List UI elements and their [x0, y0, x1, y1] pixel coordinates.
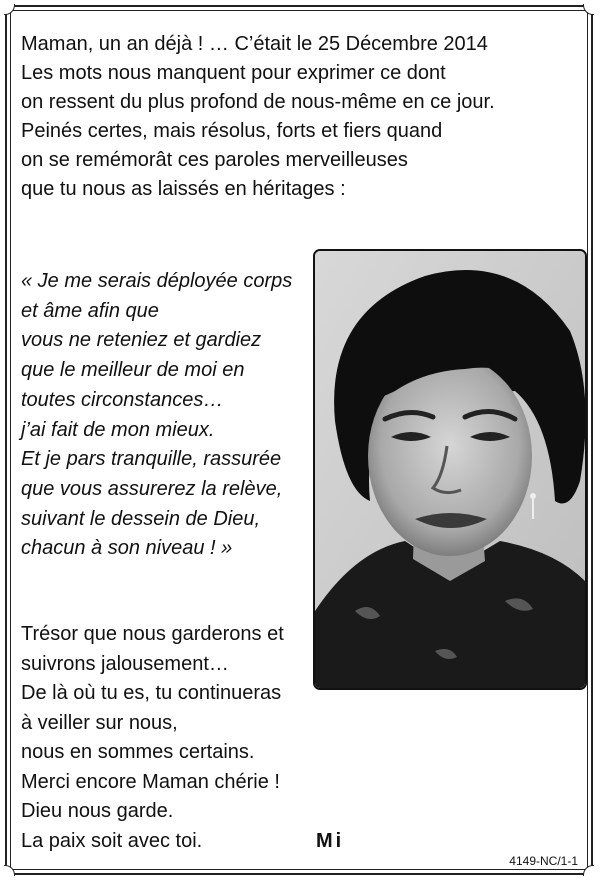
closing-line: Trésor que nous garderons et — [21, 623, 284, 645]
closing-line: à veiller sur nous, — [21, 711, 178, 734]
closing-line: suivrons jalousement… — [21, 652, 229, 675]
poem-line: vous ne reteniez et gardiez — [21, 329, 262, 352]
closing-text — [21, 620, 284, 856]
intro-line: on se remémorât ces paroles merveilleuses — [21, 149, 408, 171]
closing-line: La paix soit avec toi. — [21, 829, 203, 852]
quote-poem — [21, 267, 292, 564]
poem-line: « Je me serais déployée corps — [21, 270, 293, 292]
poem-line: et âme afin que — [21, 299, 159, 322]
closing-line: Merci encore Maman chérie ! — [21, 770, 280, 793]
signature: Mi — [316, 830, 345, 852]
poem-line: chacun à son niveau ! » — [21, 537, 233, 560]
intro-line: que tu nous as laissés en héritages : — [21, 178, 346, 200]
intro-line: on ressent du plus profond de nous-même en ce jour. — [21, 91, 495, 113]
portrait-photo — [313, 249, 587, 690]
closing-line: De là où tu es, tu continueras — [21, 682, 282, 704]
poem-line: j’ai fait de mon mieux. — [21, 418, 215, 441]
closing-line: Dieu nous garde. — [21, 800, 174, 822]
closing-line: nous en sommes certains. — [21, 741, 255, 763]
poem-line: suivant le dessein de Dieu, — [21, 507, 261, 530]
poem-line: que vous assurerez la relève, — [21, 477, 283, 500]
intro-line: Peinés certes, mais résolus, forts et fiers quand — [21, 120, 443, 142]
intro-line: Les mots nous manquent pour exprimer ce dont — [21, 62, 446, 84]
poem-line: que le meilleur de moi en — [21, 359, 245, 382]
poem-line: toutes circonstances… — [21, 388, 224, 411]
intro-line: Maman, un an déjà ! … C’était le 25 Décembre 2014 — [21, 33, 488, 55]
poem-line: Et je pars tranquille, rassurée — [21, 448, 282, 471]
intro-text — [21, 30, 495, 204]
reference-code: 4149-NC/1-1 — [509, 854, 578, 868]
